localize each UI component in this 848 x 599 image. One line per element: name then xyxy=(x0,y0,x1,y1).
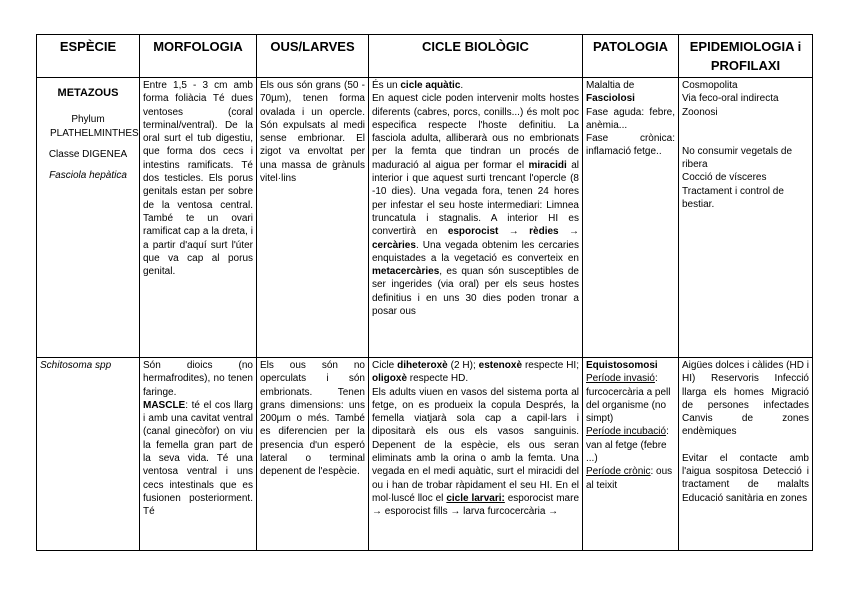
header-cicle: CICLE BIOLÒGIC xyxy=(369,35,583,78)
patologia-line: Malaltia de xyxy=(586,80,635,91)
epi-line: Via feco-oral indirecta xyxy=(682,93,779,105)
cell-morfologia xyxy=(140,358,257,551)
patologia-line: Fase aguda: febre, anèmia... xyxy=(586,106,675,131)
phylum-name: Phylum PLATHELMINTHES xyxy=(50,114,139,139)
species-name: Schitosoma spp xyxy=(40,360,112,371)
epi-line: Aigües dolces i càlides (HD i HI) Reservoris Infecció llarga els homes Migració de persones infectades Canvis de zones endèmiques xyxy=(682,360,809,438)
epi-line: Evitar el contacte amb l'aigua sospitosa Detecció i tractament de malalts Educació sanitària en zones xyxy=(682,452,809,504)
patologia-line: Fase crònica: inflamació fetge.. xyxy=(586,133,675,158)
cell-ous: Els ous són no operculats i són embrionats. Tenen grans dimensions: uns 200µm o més. També es diferencien per la presencia d'un esperó lateral o terminal depenent de l'espècie. xyxy=(257,358,369,551)
disease-name: Fasciolosi xyxy=(586,93,635,105)
cell-cicle xyxy=(369,358,583,551)
patologia-line: Període crònic: ous al teixit xyxy=(586,466,673,491)
patologia-line: Període incubació: van al fetge (febre ...) xyxy=(586,426,669,465)
patologia-line: Període invasió: furcocercària a pell del organisme (no simpt) xyxy=(586,373,671,425)
header-epidemiologia: EPIDEMIOLOGIA i PROFILAXI xyxy=(679,35,813,78)
cicle-text: En aquest cicle poden intervenir molts hostes diferents (cabres, porcs, conills...) és molt poc especifica respecte l'hoste definitiu. La fasciola adulta, alliberarà ous no embrionats per la femta que tindran un procés de maduració al aigua per formar el miracidi al interior i que aquest surti trencant l'opercle (8 -10 dies). Una vegada fora, tenen 24 hores per infestar el seu hoste intermediari: Limnea truncatula i stagnalis. A interior HI es convertirà en esporocist → rèdies → cercàries. Una vegada obtenim les cercaries enquistades a la vegetació es converteix en metacercàries, es quan són susceptibles de ser ingerides (via oral) per els seus hostes definitius i en uns 30 dies poden tronar a posar ous xyxy=(372,93,580,318)
cell-especie xyxy=(37,358,140,551)
header-row xyxy=(37,35,813,78)
header-morfologia: MORFOLOGIA xyxy=(140,35,257,78)
epi-line: Zoonosi xyxy=(682,106,718,118)
header-ous: OUS/LARVES xyxy=(257,35,369,78)
cell-epidemiologia xyxy=(679,78,813,358)
cell-ous: Els ous són grans (50 - 70µm), tenen forma ovalada i un opercle. Són expulsats al medi sense embrionar. El zigot va envoltat per una massa de grànuls vitel·lins xyxy=(257,78,369,358)
epi-line: Cosmopolita xyxy=(682,80,738,91)
species-name: Fasciola hepàtica xyxy=(49,170,127,182)
group-name: METAZOUS xyxy=(57,87,119,99)
cicle-intro: Cicle diheteroxè (2 H); estenoxè respecte HI; oligoxè respecte HD. xyxy=(372,360,579,385)
epi-line: Cocció de vísceres xyxy=(682,172,767,184)
cell-especie xyxy=(37,78,140,358)
parasite-table xyxy=(36,34,813,551)
cell-patologia xyxy=(583,78,679,358)
cell-morfologia: Entre 1,5 - 3 cm amb forma foliàcia Té dues ventoses (coral terminal/ventral). De la oral surt el tub digestiu, que forma dos cecs i intestins ramificats. Té dos testicles. Els porus genitals estan per sobre de la ventosa central. També te un ovari ramificat cap a la dreta, i a partir d'aquí surt l'úter que va cap al porus genital. xyxy=(140,78,257,358)
morfologia-line: MASCLE: té el cos llarg i amb una cavitat ventral (canal ginecòfor) on viu la femella gran part de la seva vida. Té una ventosa ventral i uns cecs intestinals que es fusionen posteriorment. Té xyxy=(143,399,253,518)
cell-epidemiologia xyxy=(679,358,813,551)
cicle-text: Els adults viuen en vasos del sistema porta al fetge, on es produeix la copula Després, la femella viatjarà sola cap a capil·lars i dipositarà els ous els vasos sanguinis. Depenent de la espècie, els ous seran eliminats amb la orina o amb la femta. Una vegada en el medi aquàtic, surt el miracidi del ou i han de trobar ràpidament el seu HI. En el mol·luscé lloc el cicle larvari: esporocist mare → esporocist fills → larva furcocercària → xyxy=(372,386,580,518)
cell-cicle xyxy=(369,78,583,358)
header-especie: ESPÈCIE xyxy=(37,35,140,78)
table-row xyxy=(37,78,813,358)
disease-name: Equistosomosi xyxy=(586,360,658,371)
epi-line: No consumir vegetals de ribera xyxy=(682,145,793,171)
epi-line: Tractament i control de bestiar. xyxy=(682,185,784,211)
header-patologia: PATOLOGIA xyxy=(583,35,679,78)
cell-patologia xyxy=(583,358,679,551)
table-row xyxy=(37,358,813,551)
cicle-intro: És un cicle aquàtic. xyxy=(372,80,464,91)
morfologia-line: Són dioics (no hermafrodites), no tenen faringe. xyxy=(143,360,253,398)
class-name: Classe DIGENEA xyxy=(48,148,128,160)
